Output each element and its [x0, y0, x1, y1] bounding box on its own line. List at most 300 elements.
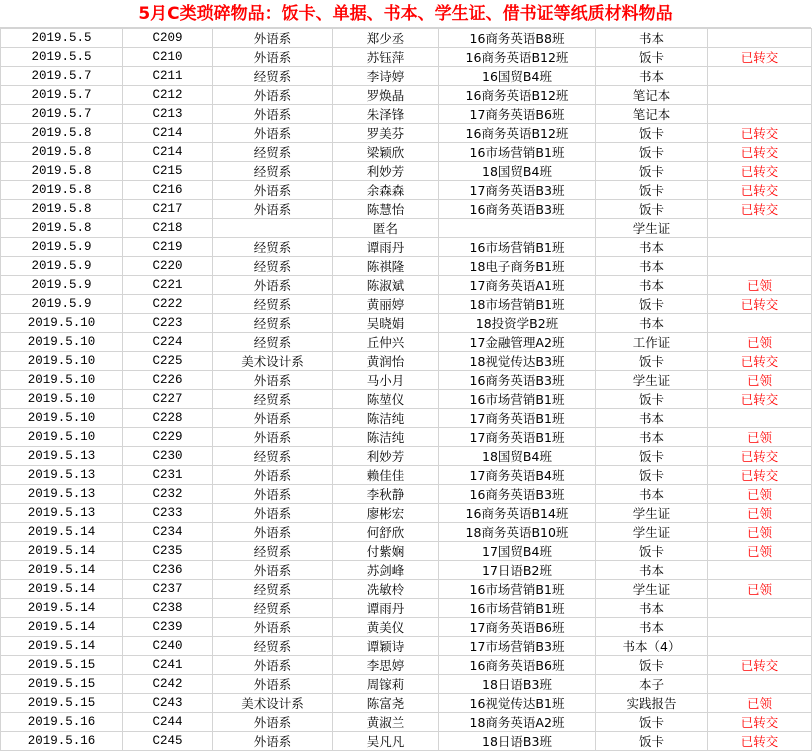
code-cell[interactable]: C237: [123, 580, 213, 599]
date-cell[interactable]: 2019.5.5: [1, 48, 123, 67]
department-cell[interactable]: 美术设计系: [213, 694, 333, 713]
date-cell[interactable]: 2019.5.13: [1, 504, 123, 523]
name-cell[interactable]: 冼敏柃: [333, 580, 439, 599]
department-cell[interactable]: 经贸系: [213, 333, 333, 352]
code-cell[interactable]: C214: [123, 124, 213, 143]
item-cell[interactable]: 饭卡: [596, 713, 708, 732]
code-cell[interactable]: C235: [123, 542, 213, 561]
department-cell[interactable]: 外语系: [213, 371, 333, 390]
table-row: [1, 162, 812, 181]
records-body: [1, 29, 812, 751]
status-cell[interactable]: 已转交: [708, 466, 812, 485]
code-cell[interactable]: C242: [123, 675, 213, 694]
name-cell[interactable]: 陈洁纯: [333, 409, 439, 428]
item-cell[interactable]: 饭卡: [596, 181, 708, 200]
item-cell[interactable]: 饭卡: [596, 390, 708, 409]
item-cell[interactable]: 饭卡: [596, 352, 708, 371]
table-row: [1, 314, 812, 333]
date-cell[interactable]: 2019.5.10: [1, 428, 123, 447]
item-cell[interactable]: 书本: [596, 409, 708, 428]
class-cell[interactable]: 17商务英语B6班: [439, 105, 596, 124]
class-cell[interactable]: 16商务英语B12班: [439, 48, 596, 67]
code-cell[interactable]: C243: [123, 694, 213, 713]
name-cell[interactable]: 陈慧怡: [333, 200, 439, 219]
name-cell[interactable]: 黄丽婷: [333, 295, 439, 314]
department-cell[interactable]: 经贸系: [213, 295, 333, 314]
code-cell[interactable]: C211: [123, 67, 213, 86]
department-cell[interactable]: 外语系: [213, 181, 333, 200]
name-cell[interactable]: 郑少丞: [333, 29, 439, 48]
department-cell[interactable]: 外语系: [213, 105, 333, 124]
table-row: [1, 428, 812, 447]
item-cell[interactable]: 学生证: [596, 219, 708, 238]
date-cell[interactable]: 2019.5.8: [1, 162, 123, 181]
name-cell[interactable]: 李秋静: [333, 485, 439, 504]
code-cell[interactable]: C229: [123, 428, 213, 447]
date-cell[interactable]: 2019.5.9: [1, 238, 123, 257]
code-cell[interactable]: C210: [123, 48, 213, 67]
code-cell[interactable]: C225: [123, 352, 213, 371]
item-cell[interactable]: 饭卡: [596, 656, 708, 675]
status-cell[interactable]: 已转交: [708, 295, 812, 314]
code-cell[interactable]: C220: [123, 257, 213, 276]
item-cell[interactable]: 笔记本: [596, 86, 708, 105]
table-row: [1, 599, 812, 618]
class-cell[interactable]: 16国贸B4班: [439, 67, 596, 86]
class-cell[interactable]: 16商务英语B3班: [439, 485, 596, 504]
date-cell[interactable]: 2019.5.13: [1, 447, 123, 466]
date-cell[interactable]: 2019.5.14: [1, 618, 123, 637]
department-cell[interactable]: 经贸系: [213, 580, 333, 599]
table-row: [1, 675, 812, 694]
date-cell[interactable]: 2019.5.10: [1, 409, 123, 428]
status-cell[interactable]: [708, 314, 812, 333]
department-cell[interactable]: 美术设计系: [213, 352, 333, 371]
code-cell[interactable]: C239: [123, 618, 213, 637]
class-cell[interactable]: 18国贸B4班: [439, 162, 596, 181]
table-row: [1, 409, 812, 428]
date-cell[interactable]: 2019.5.10: [1, 371, 123, 390]
item-cell[interactable]: 书本（4）: [596, 637, 708, 656]
name-cell[interactable]: 黄润怡: [333, 352, 439, 371]
name-cell[interactable]: 谭雨丹: [333, 599, 439, 618]
item-cell[interactable]: 饭卡: [596, 200, 708, 219]
code-cell[interactable]: C214: [123, 143, 213, 162]
code-cell[interactable]: C232: [123, 485, 213, 504]
item-cell[interactable]: 饭卡: [596, 542, 708, 561]
department-cell[interactable]: 外语系: [213, 561, 333, 580]
class-cell[interactable]: 17商务英语B3班: [439, 181, 596, 200]
status-cell[interactable]: [708, 599, 812, 618]
name-cell[interactable]: 陈祺隆: [333, 257, 439, 276]
code-cell[interactable]: C244: [123, 713, 213, 732]
class-cell[interactable]: 18投资学B2班: [439, 314, 596, 333]
date-cell[interactable]: 2019.5.14: [1, 523, 123, 542]
name-cell[interactable]: 陈堃仪: [333, 390, 439, 409]
class-cell[interactable]: 18商务英语A2班: [439, 713, 596, 732]
item-cell[interactable]: 学生证: [596, 523, 708, 542]
item-cell[interactable]: 饭卡: [596, 143, 708, 162]
status-cell[interactable]: 已转交: [708, 200, 812, 219]
date-cell[interactable]: 2019.5.8: [1, 200, 123, 219]
code-cell[interactable]: C240: [123, 637, 213, 656]
status-cell[interactable]: 已转交: [708, 447, 812, 466]
class-cell[interactable]: 16商务英语B3班: [439, 200, 596, 219]
item-cell[interactable]: 饭卡: [596, 466, 708, 485]
date-cell[interactable]: 2019.5.8: [1, 219, 123, 238]
name-cell[interactable]: 付紫娴: [333, 542, 439, 561]
name-cell[interactable]: 陈淑斌: [333, 276, 439, 295]
class-cell[interactable]: 16商务英语B12班: [439, 86, 596, 105]
class-cell[interactable]: 16商务英语B6班: [439, 656, 596, 675]
item-cell[interactable]: 书本: [596, 561, 708, 580]
item-cell[interactable]: 学生证: [596, 371, 708, 390]
table-row: [1, 295, 812, 314]
date-cell[interactable]: 2019.5.15: [1, 675, 123, 694]
table-row: [1, 561, 812, 580]
class-cell[interactable]: 18电子商务B1班: [439, 257, 596, 276]
status-cell[interactable]: 已领: [708, 428, 812, 447]
date-cell[interactable]: 2019.5.5: [1, 29, 123, 48]
status-cell[interactable]: [708, 219, 812, 238]
table-row: [1, 352, 812, 371]
date-cell[interactable]: 2019.5.9: [1, 276, 123, 295]
status-cell[interactable]: 已转交: [708, 732, 812, 751]
class-cell[interactable]: 16市场营销B1班: [439, 238, 596, 257]
department-cell[interactable]: 外语系: [213, 713, 333, 732]
code-cell[interactable]: C234: [123, 523, 213, 542]
date-cell[interactable]: 2019.5.8: [1, 143, 123, 162]
code-cell[interactable]: C241: [123, 656, 213, 675]
table-row: [1, 333, 812, 352]
status-cell[interactable]: 已领: [708, 371, 812, 390]
name-cell[interactable]: 何舒欣: [333, 523, 439, 542]
item-cell[interactable]: 饭卡: [596, 48, 708, 67]
department-cell[interactable]: 经贸系: [213, 542, 333, 561]
department-cell[interactable]: 经贸系: [213, 238, 333, 257]
status-cell[interactable]: [708, 637, 812, 656]
status-cell[interactable]: [708, 29, 812, 48]
code-cell[interactable]: C224: [123, 333, 213, 352]
status-cell[interactable]: 已领: [708, 523, 812, 542]
name-cell[interactable]: 吴晓娟: [333, 314, 439, 333]
department-cell[interactable]: 外语系: [213, 124, 333, 143]
name-cell[interactable]: 丘仲兴: [333, 333, 439, 352]
item-cell[interactable]: 书本: [596, 257, 708, 276]
department-cell[interactable]: 经贸系: [213, 143, 333, 162]
code-cell[interactable]: C219: [123, 238, 213, 257]
date-cell[interactable]: 2019.5.10: [1, 352, 123, 371]
date-cell[interactable]: 2019.5.13: [1, 485, 123, 504]
item-cell[interactable]: 书本: [596, 314, 708, 333]
class-cell[interactable]: [439, 219, 596, 238]
class-cell[interactable]: 17商务英语B1班: [439, 409, 596, 428]
table-row: [1, 523, 812, 542]
department-cell[interactable]: 经贸系: [213, 637, 333, 656]
status-cell[interactable]: 已领: [708, 333, 812, 352]
code-cell[interactable]: C238: [123, 599, 213, 618]
department-cell[interactable]: 经贸系: [213, 67, 333, 86]
table-row: [1, 542, 812, 561]
status-cell[interactable]: 已转交: [708, 162, 812, 181]
department-cell[interactable]: 外语系: [213, 523, 333, 542]
department-cell[interactable]: 外语系: [213, 409, 333, 428]
class-cell[interactable]: 17国贸B4班: [439, 542, 596, 561]
name-cell[interactable]: 吴凡凡: [333, 732, 439, 751]
class-cell[interactable]: 17市场营销B3班: [439, 637, 596, 656]
item-cell[interactable]: 书本: [596, 276, 708, 295]
table-row: [1, 466, 812, 485]
status-cell[interactable]: 已领: [708, 580, 812, 599]
name-cell[interactable]: 黄美仪: [333, 618, 439, 637]
department-cell[interactable]: 外语系: [213, 428, 333, 447]
department-cell[interactable]: 经贸系: [213, 390, 333, 409]
name-cell[interactable]: 匿名: [333, 219, 439, 238]
code-cell[interactable]: C216: [123, 181, 213, 200]
name-cell[interactable]: 罗焕晶: [333, 86, 439, 105]
name-cell[interactable]: 谭雨丹: [333, 238, 439, 257]
department-cell[interactable]: 外语系: [213, 29, 333, 48]
date-cell[interactable]: 2019.5.16: [1, 732, 123, 751]
class-cell[interactable]: 17商务英语A1班: [439, 276, 596, 295]
table-row: [1, 143, 812, 162]
name-cell[interactable]: 廖彬宏: [333, 504, 439, 523]
status-cell[interactable]: 已领: [708, 276, 812, 295]
class-cell[interactable]: 16商务英语B3班: [439, 371, 596, 390]
code-cell[interactable]: C231: [123, 466, 213, 485]
code-cell[interactable]: C233: [123, 504, 213, 523]
status-cell[interactable]: 已转交: [708, 48, 812, 67]
status-cell[interactable]: 已领: [708, 485, 812, 504]
department-cell[interactable]: 外语系: [213, 656, 333, 675]
table-row: [1, 371, 812, 390]
name-cell[interactable]: 周镓莉: [333, 675, 439, 694]
date-cell[interactable]: 2019.5.10: [1, 333, 123, 352]
date-cell[interactable]: 2019.5.8: [1, 181, 123, 200]
code-cell[interactable]: C228: [123, 409, 213, 428]
table-row: [1, 713, 812, 732]
item-cell[interactable]: 笔记本: [596, 105, 708, 124]
department-cell[interactable]: 经贸系: [213, 447, 333, 466]
name-cell[interactable]: 陈富尧: [333, 694, 439, 713]
item-cell[interactable]: 书本: [596, 238, 708, 257]
name-cell[interactable]: 朱泽锋: [333, 105, 439, 124]
department-cell[interactable]: 外语系: [213, 675, 333, 694]
status-cell[interactable]: [708, 618, 812, 637]
department-cell[interactable]: 外语系: [213, 618, 333, 637]
code-cell[interactable]: C209: [123, 29, 213, 48]
class-cell[interactable]: 16商务英语B12班: [439, 124, 596, 143]
code-cell[interactable]: C245: [123, 732, 213, 751]
date-cell[interactable]: 2019.5.7: [1, 67, 123, 86]
class-cell[interactable]: 18日语B3班: [439, 732, 596, 751]
status-cell[interactable]: [708, 561, 812, 580]
item-cell[interactable]: 饭卡: [596, 295, 708, 314]
date-cell[interactable]: 2019.5.8: [1, 124, 123, 143]
status-cell[interactable]: [708, 86, 812, 105]
code-cell[interactable]: C213: [123, 105, 213, 124]
date-cell[interactable]: 2019.5.9: [1, 295, 123, 314]
code-cell[interactable]: C230: [123, 447, 213, 466]
name-cell[interactable]: 赖佳佳: [333, 466, 439, 485]
name-cell[interactable]: 马小月: [333, 371, 439, 390]
date-cell[interactable]: 2019.5.15: [1, 694, 123, 713]
code-cell[interactable]: C212: [123, 86, 213, 105]
class-cell[interactable]: 17商务英语B4班: [439, 466, 596, 485]
table-row: [1, 485, 812, 504]
status-cell[interactable]: 已转交: [708, 143, 812, 162]
status-cell[interactable]: 已领: [708, 504, 812, 523]
item-cell[interactable]: 工作证: [596, 333, 708, 352]
name-cell[interactable]: 黄淑兰: [333, 713, 439, 732]
date-cell[interactable]: 2019.5.10: [1, 390, 123, 409]
table-row: [1, 637, 812, 656]
table-row: [1, 124, 812, 143]
department-cell[interactable]: 外语系: [213, 276, 333, 295]
department-cell[interactable]: 外语系: [213, 485, 333, 504]
department-cell[interactable]: 外语系: [213, 466, 333, 485]
class-cell[interactable]: 16市场营销B1班: [439, 143, 596, 162]
class-cell[interactable]: 16商务英语B8班: [439, 29, 596, 48]
code-cell[interactable]: C221: [123, 276, 213, 295]
table-row: [1, 29, 812, 48]
class-cell[interactable]: 18日语B3班: [439, 675, 596, 694]
class-cell[interactable]: 18视觉传达B3班: [439, 352, 596, 371]
department-cell[interactable]: 经贸系: [213, 314, 333, 333]
code-cell[interactable]: C218: [123, 219, 213, 238]
item-cell[interactable]: 实践报告: [596, 694, 708, 713]
table-row: [1, 238, 812, 257]
date-cell[interactable]: 2019.5.14: [1, 637, 123, 656]
date-cell[interactable]: 2019.5.9: [1, 257, 123, 276]
item-cell[interactable]: 饭卡: [596, 162, 708, 181]
item-cell[interactable]: 饭卡: [596, 732, 708, 751]
sheet-title[interactable]: 5月C类琐碎物品：饭卡、单据、书本、学生证、借书证等纸质材料物品: [0, 0, 811, 28]
date-cell[interactable]: 2019.5.14: [1, 580, 123, 599]
class-cell[interactable]: 16市场营销B1班: [439, 599, 596, 618]
class-cell[interactable]: 17日语B2班: [439, 561, 596, 580]
department-cell[interactable]: 外语系: [213, 86, 333, 105]
date-cell[interactable]: 2019.5.14: [1, 542, 123, 561]
item-cell[interactable]: 书本: [596, 428, 708, 447]
status-cell[interactable]: 已转交: [708, 181, 812, 200]
records-table: [0, 28, 812, 751]
name-cell[interactable]: 利妙芳: [333, 447, 439, 466]
status-cell[interactable]: 已领: [708, 694, 812, 713]
date-cell[interactable]: 2019.5.14: [1, 561, 123, 580]
item-cell[interactable]: 书本: [596, 618, 708, 637]
date-cell[interactable]: 2019.5.15: [1, 656, 123, 675]
department-cell[interactable]: 经贸系: [213, 257, 333, 276]
code-cell[interactable]: C226: [123, 371, 213, 390]
item-cell[interactable]: 书本: [596, 29, 708, 48]
table-row: [1, 200, 812, 219]
status-cell[interactable]: 已转交: [708, 713, 812, 732]
item-cell[interactable]: 饭卡: [596, 447, 708, 466]
table-row: [1, 732, 812, 751]
status-cell[interactable]: [708, 409, 812, 428]
department-cell[interactable]: 外语系: [213, 504, 333, 523]
department-cell[interactable]: [213, 219, 333, 238]
code-cell[interactable]: C223: [123, 314, 213, 333]
name-cell[interactable]: 余森森: [333, 181, 439, 200]
class-cell[interactable]: 16市场营销B1班: [439, 580, 596, 599]
table-row: [1, 447, 812, 466]
class-cell[interactable]: 16市场营销B1班: [439, 390, 596, 409]
department-cell[interactable]: 外语系: [213, 732, 333, 751]
status-cell[interactable]: 已转交: [708, 124, 812, 143]
code-cell[interactable]: C222: [123, 295, 213, 314]
class-cell[interactable]: 18国贸B4班: [439, 447, 596, 466]
item-cell[interactable]: 学生证: [596, 504, 708, 523]
table-row: [1, 48, 812, 67]
status-cell[interactable]: 已转交: [708, 352, 812, 371]
class-cell[interactable]: 18市场营销B1班: [439, 295, 596, 314]
status-cell[interactable]: 已领: [708, 542, 812, 561]
status-cell[interactable]: [708, 67, 812, 86]
name-cell[interactable]: 苏剑峰: [333, 561, 439, 580]
department-cell[interactable]: 经贸系: [213, 162, 333, 181]
item-cell[interactable]: 书本: [596, 485, 708, 504]
code-cell[interactable]: C227: [123, 390, 213, 409]
name-cell[interactable]: 谭颖诗: [333, 637, 439, 656]
name-cell[interactable]: 李思婷: [333, 656, 439, 675]
status-cell[interactable]: [708, 675, 812, 694]
item-cell[interactable]: 学生证: [596, 580, 708, 599]
item-cell[interactable]: 书本: [596, 67, 708, 86]
date-cell[interactable]: 2019.5.16: [1, 713, 123, 732]
item-cell[interactable]: 本子: [596, 675, 708, 694]
name-cell[interactable]: 苏钰萍: [333, 48, 439, 67]
code-cell[interactable]: C236: [123, 561, 213, 580]
date-cell[interactable]: 2019.5.10: [1, 314, 123, 333]
class-cell[interactable]: 17商务英语B1班: [439, 428, 596, 447]
table-row: [1, 504, 812, 523]
table-row: [1, 276, 812, 295]
date-cell[interactable]: 2019.5.7: [1, 86, 123, 105]
table-row: [1, 580, 812, 599]
date-cell[interactable]: 2019.5.13: [1, 466, 123, 485]
status-cell[interactable]: [708, 257, 812, 276]
item-cell[interactable]: 书本: [596, 599, 708, 618]
status-cell[interactable]: [708, 105, 812, 124]
department-cell[interactable]: 外语系: [213, 48, 333, 67]
department-cell[interactable]: 经贸系: [213, 599, 333, 618]
name-cell[interactable]: 李诗婷: [333, 67, 439, 86]
code-cell[interactable]: C217: [123, 200, 213, 219]
status-cell[interactable]: 已转交: [708, 390, 812, 409]
department-cell[interactable]: 外语系: [213, 200, 333, 219]
table-row: [1, 181, 812, 200]
class-cell[interactable]: 18商务英语B10班: [439, 523, 596, 542]
date-cell[interactable]: 2019.5.7: [1, 105, 123, 124]
class-cell[interactable]: 16商务英语B14班: [439, 504, 596, 523]
class-cell[interactable]: 16视觉传达B1班: [439, 694, 596, 713]
item-cell[interactable]: 饭卡: [596, 124, 708, 143]
name-cell[interactable]: 陈洁纯: [333, 428, 439, 447]
name-cell[interactable]: 罗美芬: [333, 124, 439, 143]
name-cell[interactable]: 梁颖欣: [333, 143, 439, 162]
class-cell[interactable]: 17商务英语B6班: [439, 618, 596, 637]
code-cell[interactable]: C215: [123, 162, 213, 181]
table-row: [1, 67, 812, 86]
class-cell[interactable]: 17金融管理A2班: [439, 333, 596, 352]
name-cell[interactable]: 利妙芳: [333, 162, 439, 181]
status-cell[interactable]: 已转交: [708, 656, 812, 675]
status-cell[interactable]: [708, 238, 812, 257]
date-cell[interactable]: 2019.5.14: [1, 599, 123, 618]
table-row: [1, 618, 812, 637]
